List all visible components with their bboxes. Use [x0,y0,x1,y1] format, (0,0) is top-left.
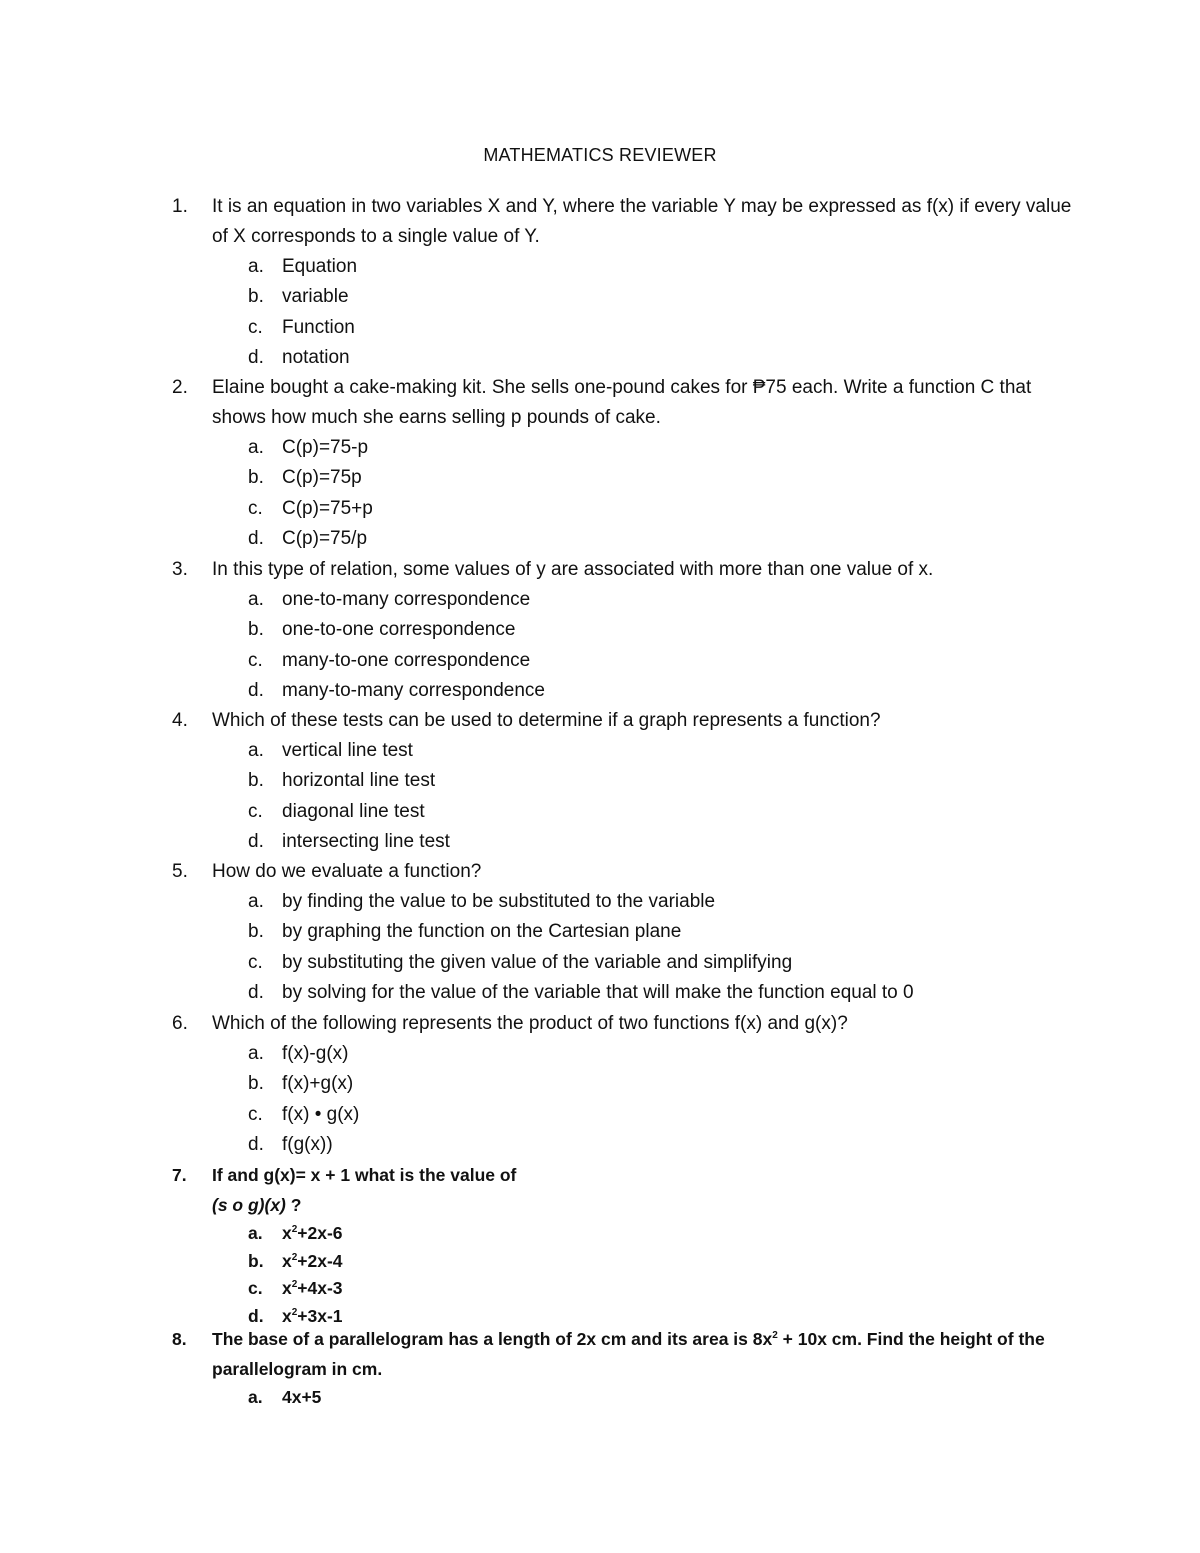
question-number: 8. [172,1329,187,1349]
option-list [172,736,1072,858]
option-text: f(x) • g(x) [282,1103,360,1125]
option-a [172,585,1072,615]
option-base: x [282,1250,292,1271]
question-6 [172,1009,1072,1161]
stem-part: The base of a parallelogram has a length of 2x cm and its area is 8x [212,1329,773,1349]
question-stem: Which of these tests can be used to determine if a graph represents a function? [212,710,881,731]
option-text: one-to-one correspondence [282,619,516,641]
option-b [172,1248,1072,1276]
stem-part: + 10x cm. Find the height of the [777,1329,1045,1349]
option-exponent: 2 [291,1224,298,1235]
option-exponent: 2 [291,1251,298,1263]
composite-notation: (s o g)(x) [212,1195,286,1215]
option-text: variable [282,286,349,308]
option-text: f(x)+g(x) [282,1073,354,1095]
option-exponent: 2 [291,1306,298,1318]
option-d [172,343,1072,373]
question-stem-line: If and g(x)= x + 1 what is the value of [212,1165,517,1185]
question-number: 2. [172,377,188,398]
option-letter: a. [248,256,264,277]
option-letter: c. [248,497,263,519]
option-rest: +2x-4 [297,1250,343,1271]
option-letter: a. [248,1223,263,1243]
option-rest: +4x-3 [297,1278,343,1299]
option-b [172,463,1072,493]
option-c [172,494,1072,524]
question-stem [212,1160,1072,1220]
option-a [172,1039,1072,1069]
option-list [172,433,1072,555]
option-base: x [282,1305,292,1326]
option-text: 4x+5 [282,1387,322,1407]
option-b [172,282,1072,312]
option-list [172,252,1072,374]
option-text: notation [282,347,350,369]
option-text: C(p)=75/p [282,528,368,550]
stem-exponent: 2 [772,1330,778,1341]
option-list [172,1220,1072,1330]
option-letter: a. [248,589,264,610]
option-text: diagonal line test [282,800,425,822]
option-text: one-to-many correspondence [282,589,531,610]
option-text: horizontal line test [282,770,436,792]
question-3 [172,555,1072,707]
option-a [172,252,1072,282]
option-base: x [282,1223,292,1243]
option-b [172,615,1072,645]
option-c [172,948,1072,978]
question-number: 3. [172,559,188,580]
option-d [172,676,1072,706]
option-letter: b. [248,286,264,308]
option-a [172,736,1072,766]
question-stem: It is an equation in two variables X and Y, where the variable Y may be expressed as f(x) if every value of X corresponds to a single value of Y. [212,196,1072,247]
option-letter: d. [248,1134,264,1156]
question-5 [172,857,1072,1009]
option-letter: c. [248,951,263,973]
option-letter: d. [248,528,264,550]
option-text: vertical line test [282,740,413,761]
question-stem [212,1324,1072,1384]
option-a [172,887,1072,917]
option-letter: d. [248,680,264,702]
question-2 [172,373,1072,555]
option-text: by solving for the value of the variable that will make the function equal to 0 [282,982,914,1004]
option-text: by graphing the function on the Cartesian plane [282,921,682,943]
option-d [172,1130,1072,1160]
option-c [172,313,1072,343]
option-rest: +3x-1 [297,1305,343,1326]
option-text: Function [282,316,355,338]
question-stem: How do we evaluate a function? [212,861,482,882]
option-letter: a. [248,1043,264,1064]
option-letter: d. [248,347,264,369]
option-c [172,1100,1072,1130]
option-text [282,1248,343,1275]
option-c [172,797,1072,827]
question-number: 1. [172,196,188,217]
option-text: f(g(x)) [282,1134,333,1156]
question-8 [172,1324,1072,1412]
option-letter: c. [248,649,263,671]
option-letter: c. [248,800,263,822]
option-a [172,1220,1072,1248]
option-letter: d. [248,982,264,1004]
option-list [172,585,1072,707]
question-stem: In this type of relation, some values of y are associated with more than one value of x. [212,559,934,580]
option-letter: b. [248,1250,264,1271]
question-stem: Elaine bought a cake-making kit. She sells one-pound cakes for ₱75 each. Write a function C that shows how much she earns selling p pounds of cake. [212,377,1032,428]
option-exponent: 2 [291,1279,298,1291]
option-a [172,433,1072,463]
question-4 [172,706,1072,858]
option-list [172,1384,1072,1412]
question-number: 4. [172,710,188,731]
option-letter: d. [248,831,264,853]
option-text: by finding the value to be substituted to the variable [282,891,716,912]
option-letter: b. [248,1073,264,1095]
option-letter: b. [248,770,264,792]
option-text: Equation [282,256,358,277]
option-b [172,1069,1072,1099]
question-mark: ? [285,1195,302,1215]
option-letter: a. [248,740,264,761]
option-text [282,1275,343,1302]
option-letter: b. [248,921,264,943]
question-number: 5. [172,861,188,882]
question-number: 7. [172,1165,187,1185]
option-base: x [282,1278,292,1299]
question-1 [172,192,1072,374]
option-d [172,524,1072,554]
option-text [282,1220,343,1247]
option-list [172,887,1072,1009]
option-text: C(p)=75-p [282,437,369,458]
option-text: many-to-many correspondence [282,680,545,702]
option-letter: d. [248,1305,264,1326]
option-text: intersecting line test [282,831,450,853]
option-b [172,766,1072,796]
option-b [172,917,1072,947]
option-c [172,646,1072,676]
page-title: MATHEMATICS REVIEWER [483,145,717,165]
option-text: C(p)=75p [282,467,362,489]
question-7 [172,1160,1072,1330]
option-text: f(x)-g(x) [282,1043,349,1064]
option-list [172,1039,1072,1161]
option-rest: +2x-6 [297,1223,343,1243]
option-letter: b. [248,467,264,489]
option-letter: c. [248,1278,263,1299]
option-c [172,1275,1072,1303]
question-stem: Which of the following represents the product of two functions f(x) and g(x)? [212,1013,848,1034]
question-stem-line [212,1190,1072,1220]
option-letter: a. [248,891,264,912]
question-number: 6. [172,1013,188,1034]
option-letter: a. [248,437,264,458]
option-text: many-to-one correspondence [282,649,531,671]
option-letter: c. [248,316,263,338]
option-d [172,827,1072,857]
option-d [172,978,1072,1008]
option-a [172,1384,1072,1412]
question-stem-line [212,1324,1072,1354]
option-letter: b. [248,619,264,641]
question-stem-line: parallelogram in cm. [212,1359,383,1379]
option-letter: c. [248,1103,263,1125]
option-text: by substituting the given value of the variable and simplifying [282,951,793,973]
option-text: C(p)=75+p [282,497,373,519]
option-letter: a. [248,1387,263,1407]
